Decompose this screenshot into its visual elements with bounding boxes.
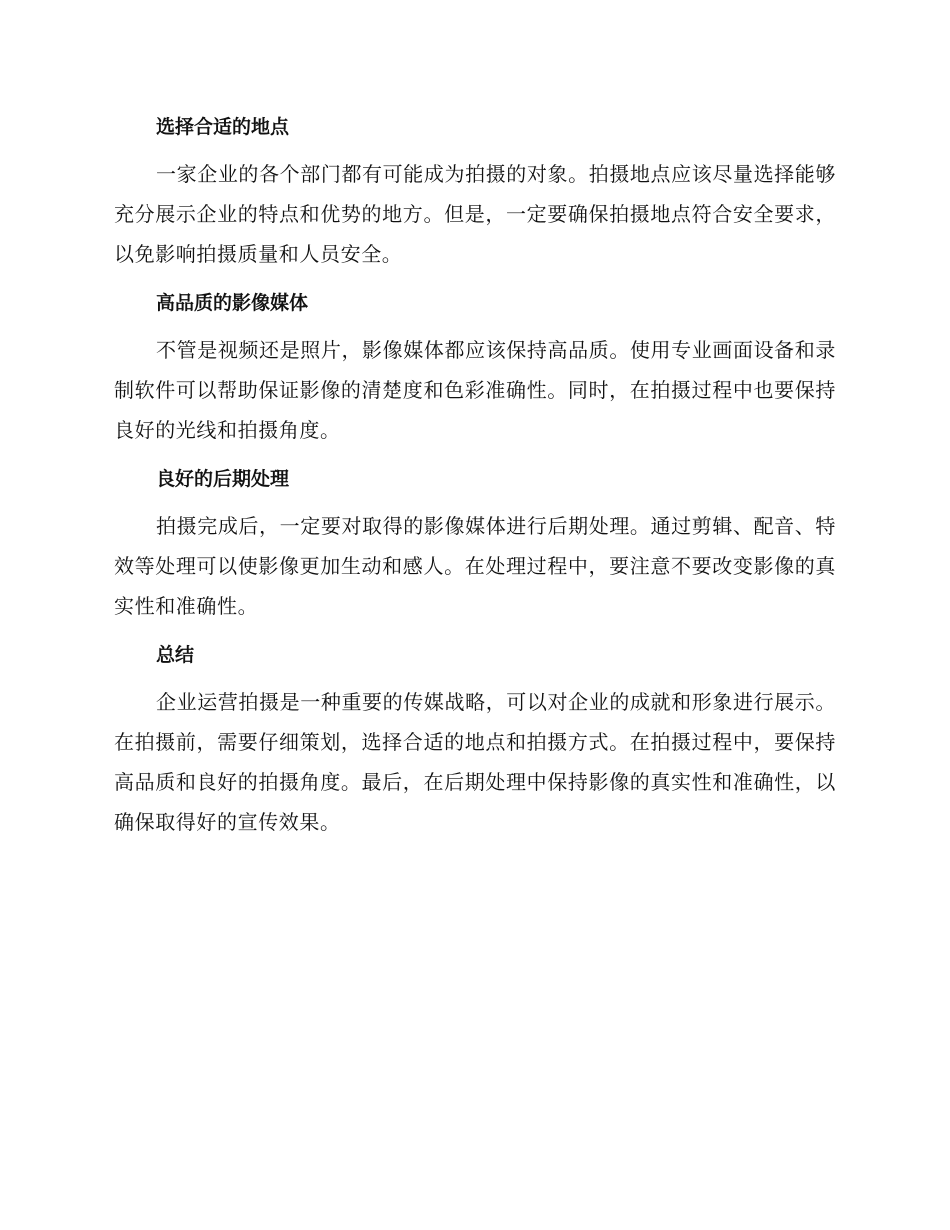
section-heading: 良好的后期处理 — [156, 468, 290, 490]
section-post-processing — [114, 460, 836, 626]
section-paragraph: 拍摄完成后，一定要对取得的影像媒体进行后期处理。通过剪辑、配音、特效等处理可以使影像更加生动和感人。在处理过程中，要注意不要改变影像的真实性和准确性。 — [114, 514, 836, 618]
document-page — [114, 108, 836, 852]
section-paragraph: 一家企业的各个部门都有可能成为拍摄的对象。拍摄地点应该尽量选择能够充分展示企业的特点和优势的地方。但是，一定要确保拍摄地点符合安全要求，以免影响拍摄质量和人员安全。 — [114, 162, 836, 266]
section-location — [114, 108, 836, 274]
section-media-quality — [114, 284, 836, 450]
section-paragraph: 不管是视频还是照片，影像媒体都应该保持高品质。使用专业画面设备和录制软件可以帮助保证影像的清楚度和色彩准确性。同时，在拍摄过程中也要保持良好的光线和拍摄角度。 — [114, 338, 836, 442]
section-summary — [114, 636, 836, 842]
section-heading: 高品质的影像媒体 — [156, 292, 309, 314]
section-paragraph: 企业运营拍摄是一种重要的传媒战略，可以对企业的成就和形象进行展示。在拍摄前，需要仔细策划，选择合适的地点和拍摄方式。在拍摄过程中，要保持高品质和良好的拍摄角度。最后，在后期处理中保持影像的真实性和准确性，以确保取得好的宣传效果。 — [114, 690, 836, 834]
section-heading: 选择合适的地点 — [156, 116, 290, 138]
section-heading: 总结 — [156, 644, 195, 666]
